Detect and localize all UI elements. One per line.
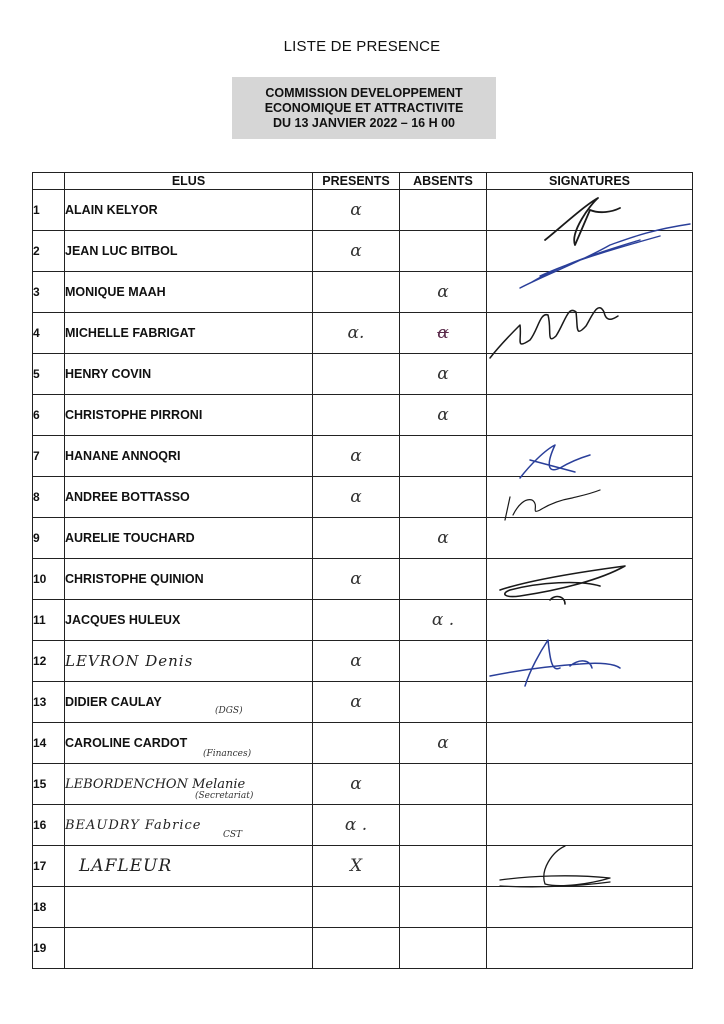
table-row: [33, 395, 693, 436]
row-number: 12: [33, 641, 65, 682]
row-number: 8: [33, 477, 65, 518]
table-row: [33, 887, 693, 928]
header-presents: PRESENTS: [313, 173, 400, 190]
table-row: [33, 313, 693, 354]
handwritten-name: LAFLEUR: [79, 856, 173, 876]
present-mark: α .: [313, 805, 400, 846]
elu-name: ANDREE BOTTASSO: [65, 477, 313, 518]
role-note: CST: [223, 830, 243, 840]
present-mark: [313, 395, 400, 436]
table-header-row: [33, 173, 693, 190]
absent-mark: [400, 887, 487, 928]
row-number: 14: [33, 723, 65, 764]
signature-cell: [487, 887, 693, 928]
table-row: [33, 272, 693, 313]
signature-cell: [487, 928, 693, 969]
present-mark: [313, 928, 400, 969]
absent-mark: α: [400, 354, 487, 395]
row-number: 5: [33, 354, 65, 395]
row-number: 16: [33, 805, 65, 846]
elu-name: [65, 928, 313, 969]
signature-cell: [487, 641, 693, 682]
row-number: 7: [33, 436, 65, 477]
table-row: [33, 928, 693, 969]
absent-mark: [400, 231, 487, 272]
elu-name-text: CAROLINE CARDOT: [65, 736, 188, 750]
elu-name-handwritten: [65, 805, 313, 846]
signature-cell: [487, 190, 693, 231]
row-number: 10: [33, 559, 65, 600]
elu-name: MICHELLE FABRIGAT: [65, 313, 313, 354]
table-row: [33, 846, 693, 887]
elu-name-handwritten: [65, 641, 313, 682]
absent-mark: [400, 928, 487, 969]
handwritten-name: BEAUDRY Fabrice: [65, 817, 202, 833]
row-number: 11: [33, 600, 65, 641]
table-row: [33, 682, 693, 723]
elu-name-text: DIDIER CAULAY: [65, 695, 162, 709]
present-mark: α: [313, 190, 400, 231]
absent-mark: α: [400, 518, 487, 559]
present-mark: [313, 723, 400, 764]
attendance-table: [32, 172, 693, 969]
signature-cell: [487, 272, 693, 313]
handwritten-name: LEVRON Denis: [65, 652, 194, 670]
absent-mark: [400, 190, 487, 231]
header-line-3: DU 13 JANVIER 2022 – 16 H 00: [272, 115, 456, 130]
elu-name: HENRY COVIN: [65, 354, 313, 395]
present-mark: α: [313, 436, 400, 477]
signature-cell: [487, 313, 693, 354]
present-mark: α: [313, 764, 400, 805]
present-mark: [313, 600, 400, 641]
elu-name-handwritten: [65, 846, 313, 887]
table-row: [33, 477, 693, 518]
row-number: 2: [33, 231, 65, 272]
table-row: [33, 231, 693, 272]
signature-cell: [487, 395, 693, 436]
present-mark: [313, 887, 400, 928]
signature-cell: [487, 682, 693, 723]
elu-name: JEAN LUC BITBOL: [65, 231, 313, 272]
absent-mark-crossed: α: [400, 313, 487, 354]
absent-mark: α: [400, 272, 487, 313]
absent-mark: α .: [400, 600, 487, 641]
elu-name-handwritten: [65, 764, 313, 805]
elu-name: CHRISTOPHE PIRRONI: [65, 395, 313, 436]
row-number: 15: [33, 764, 65, 805]
table-row: [33, 518, 693, 559]
elu-name: ALAIN KELYOR: [65, 190, 313, 231]
signature-cell: [487, 846, 693, 887]
row-number: 4: [33, 313, 65, 354]
row-number: 19: [33, 928, 65, 969]
header-absents: ABSENTS: [400, 173, 487, 190]
present-mark: [313, 518, 400, 559]
commission-header: [232, 77, 496, 139]
absent-mark: [400, 805, 487, 846]
absent-mark: α: [400, 723, 487, 764]
page-title: LISTE DE PRESENCE: [283, 38, 441, 55]
header-elus: ELUS: [65, 173, 313, 190]
absent-mark: [400, 436, 487, 477]
row-number: 3: [33, 272, 65, 313]
row-number: 13: [33, 682, 65, 723]
row-number: 1: [33, 190, 65, 231]
signature-cell: [487, 231, 693, 272]
absent-mark: [400, 477, 487, 518]
handwritten-name: LEBORDENCHON Melanie: [65, 776, 246, 792]
elu-name: [65, 682, 313, 723]
table-row: [33, 559, 693, 600]
present-mark: α: [313, 559, 400, 600]
role-note: (DGS): [215, 706, 243, 716]
elu-name: MONIQUE MAAH: [65, 272, 313, 313]
row-number: 17: [33, 846, 65, 887]
present-mark: α: [313, 641, 400, 682]
elu-name: HANANE ANNOQRI: [65, 436, 313, 477]
header-line-2: ECONOMIQUE ET ATTRACTIVITE: [264, 100, 464, 115]
header-line-1: COMMISSION DEVELOPPEMENT: [265, 85, 463, 100]
table-row: [33, 600, 693, 641]
elu-name: CHRISTOPHE QUINION: [65, 559, 313, 600]
signature-cell: [487, 764, 693, 805]
present-mark: α: [313, 477, 400, 518]
table-row: [33, 190, 693, 231]
header-num: [33, 173, 65, 190]
signature-cell: [487, 477, 693, 518]
signature-cell: [487, 518, 693, 559]
signature-cell: [487, 723, 693, 764]
absent-mark: [400, 764, 487, 805]
absent-mark: α: [400, 395, 487, 436]
present-mark: α: [313, 682, 400, 723]
present-mark: [313, 354, 400, 395]
elu-name: JACQUES HULEUX: [65, 600, 313, 641]
table-row: [33, 641, 693, 682]
present-mark: α.: [313, 313, 400, 354]
absent-mark: [400, 846, 487, 887]
table-row: [33, 805, 693, 846]
row-number: 9: [33, 518, 65, 559]
table-row: [33, 723, 693, 764]
role-note: (Secretariat): [195, 791, 254, 801]
row-number: 6: [33, 395, 65, 436]
role-note: (Finances): [203, 749, 252, 759]
header-signatures: SIGNATURES: [487, 173, 693, 190]
absent-mark: [400, 559, 487, 600]
table-row: [33, 436, 693, 477]
present-mark: X: [313, 846, 400, 887]
signature-cell: [487, 600, 693, 641]
signature-cell: [487, 805, 693, 846]
table-row: [33, 764, 693, 805]
signature-cell: [487, 354, 693, 395]
elu-name: [65, 723, 313, 764]
signature-cell: [487, 559, 693, 600]
elu-name: AURELIE TOUCHARD: [65, 518, 313, 559]
present-mark: α: [313, 231, 400, 272]
table-row: [33, 354, 693, 395]
elu-name: [65, 887, 313, 928]
present-mark: [313, 272, 400, 313]
absent-mark: [400, 682, 487, 723]
signature-cell: [487, 436, 693, 477]
row-number: 18: [33, 887, 65, 928]
absent-mark: [400, 641, 487, 682]
